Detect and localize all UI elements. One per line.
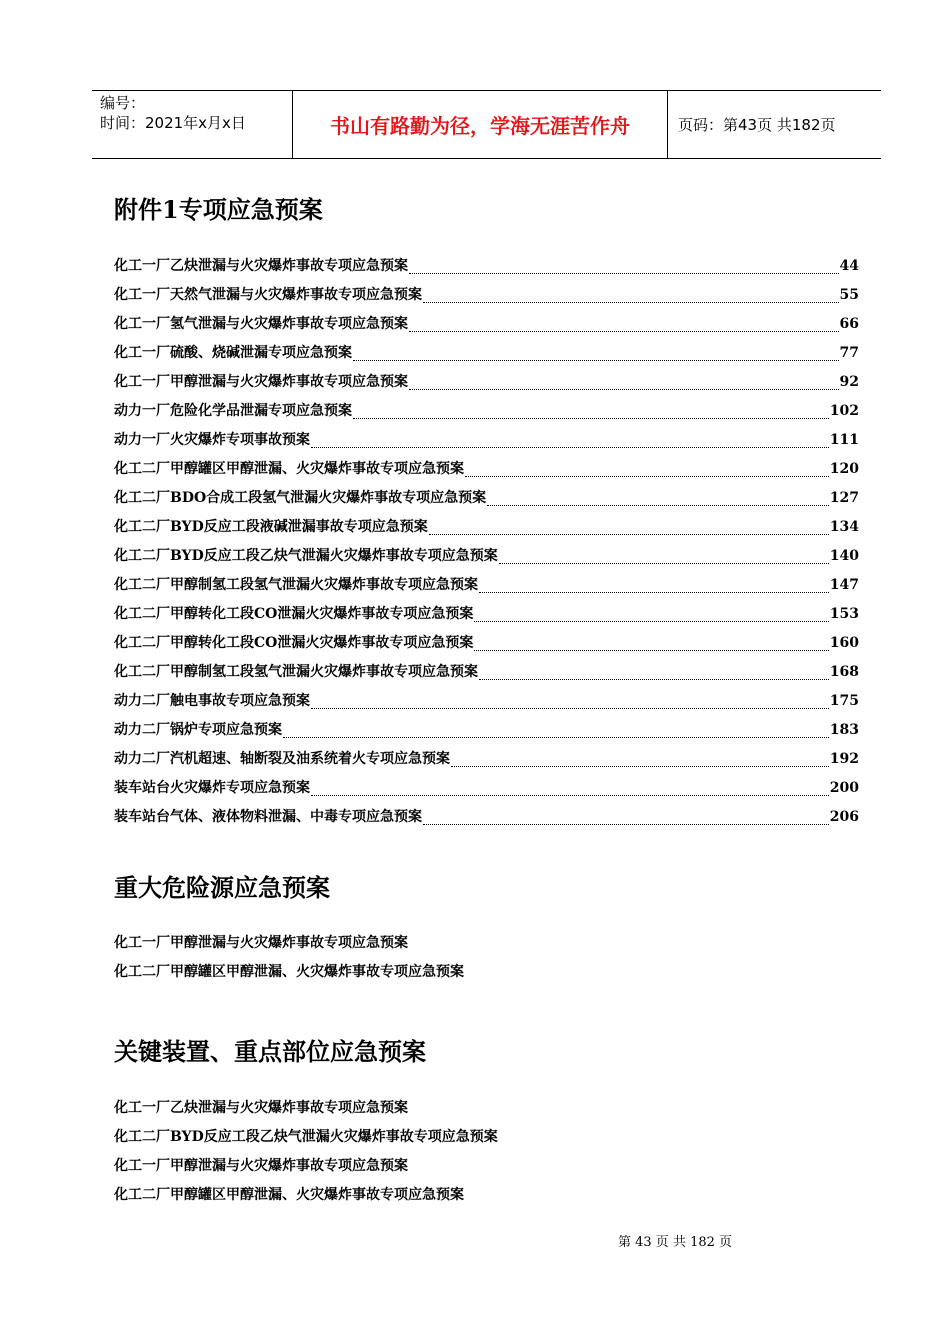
toc-entry-page: 127: [829, 490, 859, 506]
section2-title: 重大危险源应急预案: [114, 873, 330, 902]
toc-entry-page: 134: [829, 519, 859, 535]
toc-entry[interactable]: [114, 719, 859, 748]
toc-entry-title: 化工二厂BYD反应工段液碱泄漏事故专项应急预案: [114, 519, 428, 535]
toc-leader-dots: [474, 639, 828, 651]
toc-entry[interactable]: [114, 748, 859, 777]
toc-entry[interactable]: [114, 661, 859, 690]
toc-leader-dots: [283, 726, 829, 738]
toc-entry-page: 102: [829, 403, 859, 419]
toc-entry-page: 44: [839, 258, 859, 274]
toc-leader-dots: [311, 784, 829, 796]
toc-leader-dots: [423, 813, 829, 825]
toc-entry-page: 66: [839, 316, 859, 332]
header-motto: 书山有路勤为径，学海无涯苦作舟: [292, 91, 668, 158]
toc-entry-title: 化工一厂氢气泄漏与火灾爆炸事故专项应急预案: [114, 316, 408, 332]
toc-entry-page: 77: [839, 345, 859, 361]
toc-list: [114, 255, 859, 835]
toc-entry-title: 装车站台气体、液体物料泄漏、中毒专项应急预案: [114, 809, 422, 825]
toc-leader-dots: [409, 262, 839, 274]
toc-entry-title: 动力二厂触电事故专项应急预案: [114, 693, 310, 709]
toc-leader-dots: [499, 552, 829, 564]
toc-entry-page: 175: [829, 693, 859, 709]
plan-list-item: 化工二厂甲醇罐区甲醇泄漏、火灾爆炸事故专项应急预案: [114, 964, 464, 980]
toc-entry-title: 化工一厂硫酸、烧碱泄漏专项应急预案: [114, 345, 352, 361]
toc-leader-dots: [353, 349, 839, 361]
toc-leader-dots: [409, 320, 839, 332]
toc-entry-page: 153: [829, 606, 859, 622]
header-page-info: 页码：第43页 共182页: [678, 116, 836, 134]
toc-entry[interactable]: [114, 806, 859, 835]
section1-title: 附件1专项应急预案: [114, 195, 323, 224]
toc-entry-title: 化工二厂BDO合成工段氢气泄漏火灾爆炸事故专项应急预案: [114, 490, 487, 506]
hazard-plan-list: [114, 932, 464, 990]
page-footer: 第 43 页 共 182 页: [618, 1235, 733, 1250]
toc-leader-dots: [429, 523, 829, 535]
toc-entry-title: 化工一厂甲醇泄漏与火灾爆炸事故专项应急预案: [114, 374, 408, 390]
toc-entry[interactable]: [114, 400, 859, 429]
toc-leader-dots: [487, 494, 829, 506]
toc-entry[interactable]: [114, 690, 859, 719]
toc-entry[interactable]: [114, 574, 859, 603]
key-unit-plan-list: [114, 1097, 498, 1213]
toc-leader-dots: [423, 291, 839, 303]
toc-entry-page: 183: [829, 722, 859, 738]
toc-leader-dots: [353, 407, 829, 419]
toc-entry-page: 120: [829, 461, 859, 477]
toc-entry-page: 92: [839, 374, 859, 390]
toc-leader-dots: [311, 697, 829, 709]
toc-leader-dots: [474, 610, 828, 622]
toc-entry-page: 168: [829, 664, 859, 680]
toc-entry[interactable]: [114, 777, 859, 806]
section3-title: 关键装置、重点部位应急预案: [114, 1037, 426, 1066]
toc-entry-page: 192: [829, 751, 859, 767]
header-meta: [92, 91, 292, 158]
toc-entry[interactable]: [114, 429, 859, 458]
toc-entry[interactable]: [114, 255, 859, 284]
toc-entry-page: 140: [829, 548, 859, 564]
toc-entry-title: 动力一厂火灾爆炸专项事故预案: [114, 432, 310, 448]
plan-list-item: 化工一厂甲醇泄漏与火灾爆炸事故专项应急预案: [114, 1158, 408, 1174]
toc-entry-title: 化工二厂甲醇转化工段CO泄漏火灾爆炸事故专项应急预案: [114, 606, 474, 622]
toc-entry-page: 200: [829, 780, 859, 796]
plan-list-item: 化工二厂甲醇罐区甲醇泄漏、火灾爆炸事故专项应急预案: [114, 1187, 464, 1203]
toc-leader-dots: [451, 755, 829, 767]
toc-entry-title: 动力一厂危险化学品泄漏专项应急预案: [114, 403, 352, 419]
toc-leader-dots: [479, 581, 829, 593]
toc-entry[interactable]: [114, 603, 859, 632]
toc-entry-page: 147: [829, 577, 859, 593]
toc-entry[interactable]: [114, 487, 859, 516]
toc-leader-dots: [479, 668, 829, 680]
toc-entry-title: 化工二厂甲醇罐区甲醇泄漏、火灾爆炸事故专项应急预案: [114, 461, 464, 477]
toc-entry-title: 化工二厂BYD反应工段乙炔气泄漏火灾爆炸事故专项应急预案: [114, 548, 498, 564]
toc-entry-title: 化工二厂甲醇转化工段CO泄漏火灾爆炸事故专项应急预案: [114, 635, 474, 651]
toc-entry[interactable]: [114, 545, 859, 574]
doc-date: 时间：2021年x月x日: [100, 114, 246, 132]
toc-entry[interactable]: [114, 284, 859, 313]
toc-entry-title: 动力二厂汽机超速、轴断裂及油系统着火专项应急预案: [114, 751, 450, 767]
toc-entry[interactable]: [114, 342, 859, 371]
toc-entry-page: 111: [829, 432, 859, 448]
toc-entry[interactable]: [114, 313, 859, 342]
toc-entry-title: 化工二厂甲醇制氢工段氢气泄漏火灾爆炸事故专项应急预案: [114, 664, 478, 680]
plan-list-item: 化工二厂BYD反应工段乙炔气泄漏火灾爆炸事故专项应急预案: [114, 1129, 498, 1145]
plan-list-item: 化工一厂乙炔泄漏与火灾爆炸事故专项应急预案: [114, 1100, 408, 1116]
toc-entry[interactable]: [114, 632, 859, 661]
page-header: [92, 90, 881, 159]
toc-entry-title: 化工二厂甲醇制氢工段氢气泄漏火灾爆炸事故专项应急预案: [114, 577, 478, 593]
toc-entry-title: 装车站台火灾爆炸专项应急预案: [114, 780, 310, 796]
toc-leader-dots: [311, 436, 829, 448]
toc-entry-title: 化工一厂乙炔泄漏与火灾爆炸事故专项应急预案: [114, 258, 408, 274]
toc-entry[interactable]: [114, 458, 859, 487]
toc-entry-title: 化工一厂天然气泄漏与火灾爆炸事故专项应急预案: [114, 287, 422, 303]
plan-list-item: 化工一厂甲醇泄漏与火灾爆炸事故专项应急预案: [114, 935, 408, 951]
toc-entry-title: 动力二厂锅炉专项应急预案: [114, 722, 282, 738]
toc-entry-page: 206: [829, 809, 859, 825]
toc-entry[interactable]: [114, 371, 859, 400]
toc-entry-page: 55: [839, 287, 859, 303]
doc-number: 编号：: [100, 94, 146, 112]
toc-leader-dots: [465, 465, 829, 477]
toc-leader-dots: [409, 378, 839, 390]
toc-entry[interactable]: [114, 516, 859, 545]
toc-entry-page: 160: [829, 635, 859, 651]
